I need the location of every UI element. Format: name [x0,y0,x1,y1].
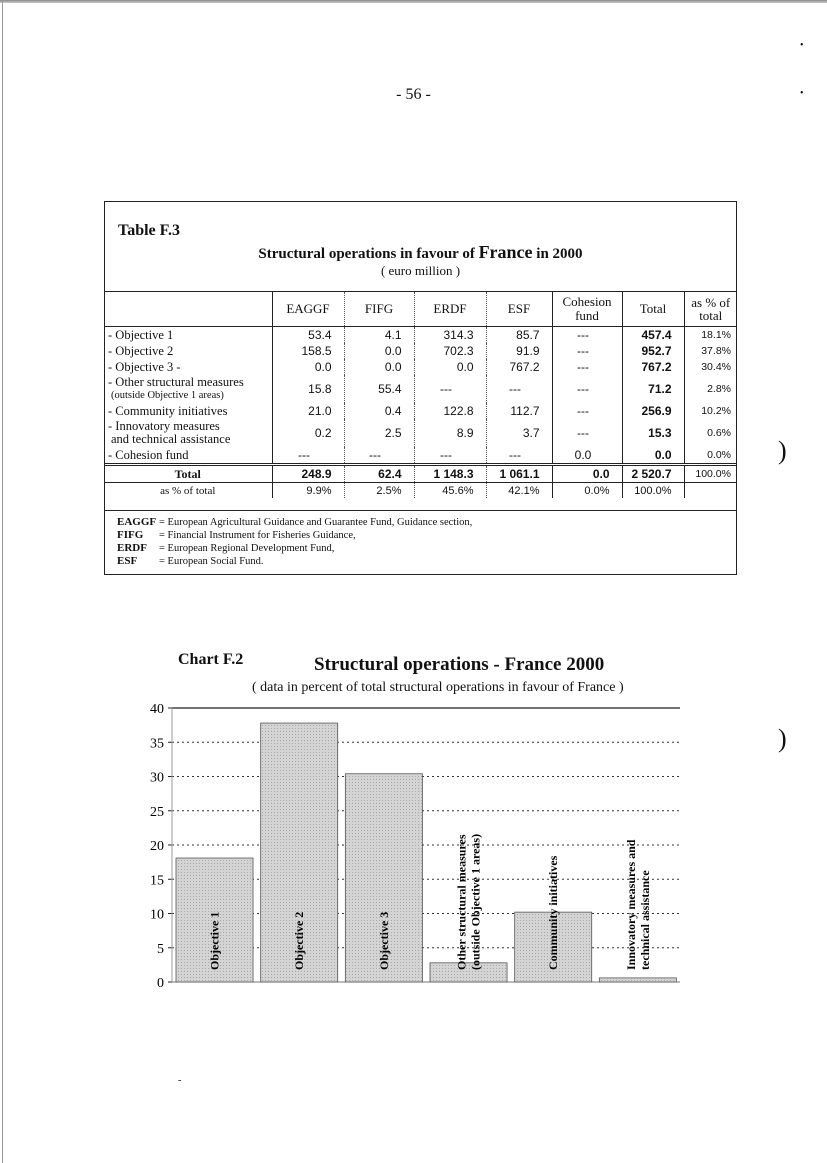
table-cell: 2.5% [344,483,414,499]
table-cell: --- [552,359,622,375]
legend-item: ERDF = European Regional Development Fund, [117,542,335,554]
left-border-line [2,0,3,1163]
table-cell: 8.9 [414,419,486,447]
table-cell: 0.0 [414,359,486,375]
col-header: Total [622,292,684,327]
table-cell: 0.0 [552,447,622,465]
table-cell: 85.7 [486,327,552,344]
table-cell: 18.1% [701,329,731,341]
table-cell: 55.4 [344,375,414,403]
y-tick-label: 40 [150,702,164,717]
bar-category-label: Objective 2 [292,911,307,970]
table-cell: 3.7 [486,419,552,447]
row-label: - Cohesion fund [104,447,272,465]
scan-mark: • [800,88,804,99]
bar-category-label: technical assistance [637,870,652,970]
table-row [104,403,737,419]
y-tick-label: 30 [150,770,164,786]
row-label: - Objective 3 - [104,359,272,375]
row-label: - Innovatory measures and technical assistance [104,419,272,447]
table-label: Table F.3 [118,222,180,239]
table-row [104,359,737,375]
table-cell: --- [344,447,414,465]
percent-label: as % of total [104,483,272,499]
legend-item: FIFG = Financial Instrument for Fisheries Guidance, [117,529,356,541]
legend-item: ESF = European Social Fund. [117,555,264,567]
bar-category-label: (outside Objective 1 areas) [468,833,483,970]
table-row [104,343,737,359]
col-header: FIFG [344,292,414,327]
table-title-country: France [478,242,533,262]
table-cell: 0.0% [707,449,731,461]
table-cell: --- [552,327,622,344]
table-row [104,419,737,447]
scan-mark: ) [778,436,787,465]
col-header: ESF [486,292,552,327]
bar-category-label: Objective 1 [207,911,222,970]
col-header: EAGGF [272,292,344,327]
table-cell: 0.0 [272,359,344,375]
header-empty [104,292,272,327]
table-cell: 2.5 [344,419,414,447]
table-row [104,375,737,403]
bar-category-label: Community initiatives [546,855,561,970]
table-total-row [104,465,737,483]
y-tick-label: 15 [150,873,164,889]
table-cell: 91.9 [486,343,552,359]
table-cell: 1 061.1 [486,465,552,483]
table-cell: 0.2 [272,419,344,447]
row-label: - Objective 2 [104,343,272,359]
table-cell: 767.2 [486,359,552,375]
table-cell: --- [486,447,552,465]
table-cell: 2.8% [707,383,731,395]
data-table [104,291,737,498]
table-cell: 53.4 [272,327,344,344]
table-row [104,447,737,465]
scan-mark: ) [778,724,787,753]
table-cell: 248.9 [272,465,344,483]
table-cell: 15.3 [622,419,684,447]
table-cell: --- [552,419,622,447]
bar-category-label: Other structural measures [454,834,469,970]
table-cell: 122.8 [414,403,486,419]
table-percent-row [104,483,737,499]
table-row [104,327,737,344]
table-cell: 45.6% [414,483,486,499]
chart-title: Structural operations - France 2000 [314,654,605,675]
table-cell: --- [552,403,622,419]
table-title-suffix: in 2000 [536,246,583,262]
table-cell: 314.3 [414,327,486,344]
table-cell: 0.0 [344,359,414,375]
table-cell: --- [552,375,622,403]
y-tick-label: 35 [150,736,164,752]
table-cell: 0.0 [622,447,684,465]
table-cell: 15.8 [272,375,344,403]
legend-divider [104,510,737,511]
table-cell: --- [272,447,344,465]
y-tick-label: 5 [157,941,164,957]
table-cell: 457.4 [622,327,684,344]
scan-mark: - [178,1075,182,1086]
table-cell: --- [414,375,486,403]
table-cell: 0.6% [707,427,731,439]
table-cell: 0.0 [344,343,414,359]
legend [117,516,472,568]
table-cell: --- [414,447,486,465]
table-cell: 37.8% [701,345,731,357]
table-cell: 0.4 [344,403,414,419]
table-cell: 112.7 [486,403,552,419]
page-number: - 56 - [396,86,431,103]
chart-label: Chart F.2 [178,651,244,668]
table-cell: 62.4 [344,465,414,483]
table-cell: 256.9 [622,403,684,419]
table-cell: 0.0 [552,465,622,483]
row-label: - Community initiatives [104,403,272,419]
table-cell: 9.9% [272,483,344,499]
row-label: - Objective 1 [104,327,272,344]
table-title-prefix: Structural operations in favour of [258,246,475,262]
y-tick-label: 20 [150,839,164,854]
table-cell: 71.2 [622,375,684,403]
table-cell: 158.5 [272,343,344,359]
table-cell: 21.0 [272,403,344,419]
table-cell: 100.0% [684,465,737,483]
y-tick-label: 0 [157,976,164,991]
total-label: Total [104,465,272,483]
table-title [104,242,737,263]
bar-category-label: Objective 3 [376,911,391,970]
table-cell: 4.1 [344,327,414,344]
bar [599,978,676,982]
col-header: as % of total [684,292,737,327]
table-cell: 1 148.3 [414,465,486,483]
table-cell: 30.4% [701,361,731,373]
col-header: ERDF [414,292,486,327]
table-cell: --- [486,375,552,403]
table-cell: 702.3 [414,343,486,359]
table-cell: 10.2% [701,405,731,417]
bar-category-label: Innovatory measures and [623,839,638,970]
top-border-line [0,0,827,3]
y-tick-label: 10 [150,907,164,923]
table-cell: 100.0% [622,483,684,499]
table-cell: 767.2 [622,359,684,375]
scan-mark: • [800,40,804,51]
table-cell: 2 520.7 [622,465,684,483]
table-subtitle: ( euro million ) [380,263,461,278]
col-header: Cohesion fund [552,292,622,327]
bar-chart [130,698,690,998]
chart-subtitle: ( data in percent of total structural operations in favour of France ) [252,680,624,695]
y-tick-label: 25 [150,804,164,820]
table-cell: 952.7 [622,343,684,359]
table-cell: 42.1% [486,483,552,499]
row-label: - Other structural measures (outside Objective 1 areas) [104,375,272,403]
legend-item: EAGGF = European Agricultural Guidance and Guarantee Fund, Guidance section, [117,516,473,528]
table-cell: --- [552,343,622,359]
table-cell: 0.0% [552,483,622,499]
